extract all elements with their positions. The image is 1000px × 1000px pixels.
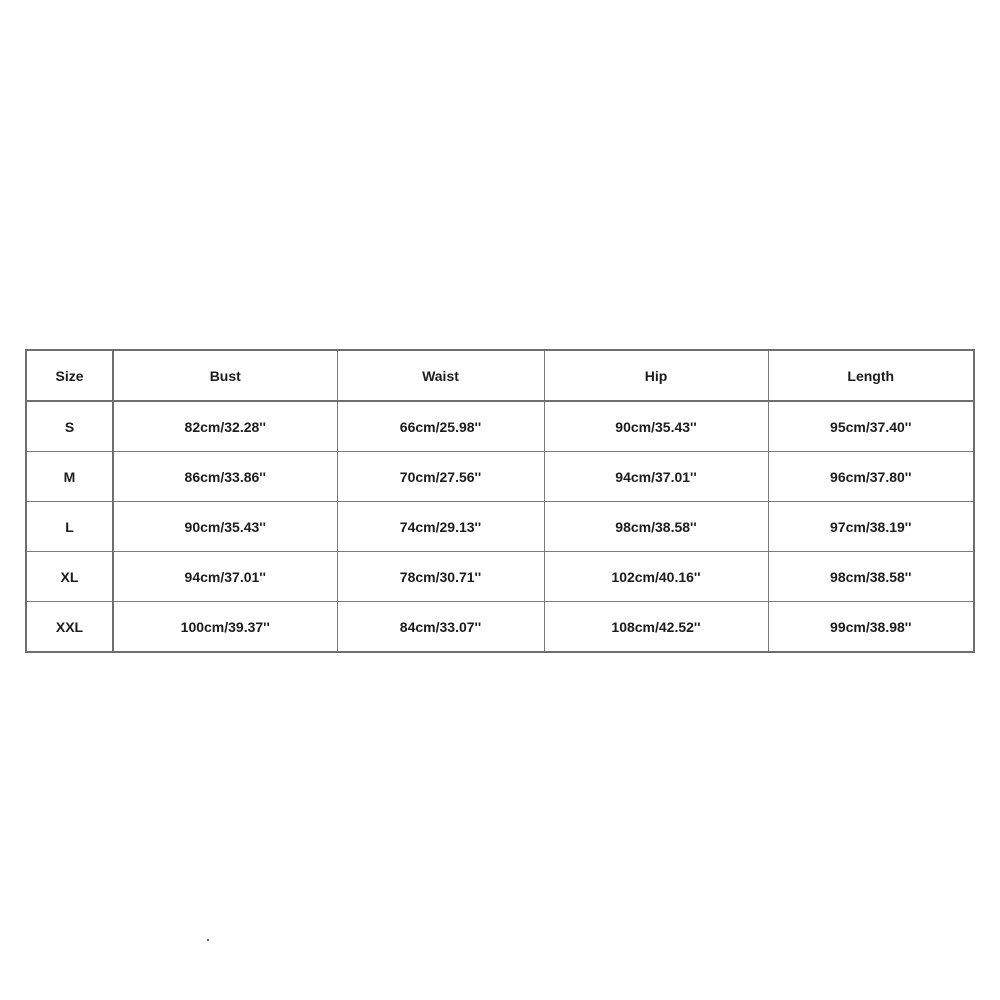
column-header-length: Length <box>768 350 974 401</box>
waist-cell: 70cm/27.56'' <box>337 452 544 502</box>
bust-cell: 90cm/35.43'' <box>113 502 337 552</box>
table-row <box>26 552 974 602</box>
table-row <box>26 452 974 502</box>
table-row <box>26 502 974 552</box>
size-cell: M <box>26 452 113 502</box>
column-header-waist: Waist <box>337 350 544 401</box>
bust-cell: 94cm/37.01'' <box>113 552 337 602</box>
column-header-size: Size <box>26 350 113 401</box>
table-row <box>26 401 974 452</box>
waist-cell: 74cm/29.13'' <box>337 502 544 552</box>
length-cell: 99cm/38.98'' <box>768 602 974 653</box>
waist-cell: 66cm/25.98'' <box>337 401 544 452</box>
size-chart-table <box>25 349 975 653</box>
bust-cell: 100cm/39.37'' <box>113 602 337 653</box>
hip-cell: 98cm/38.58'' <box>544 502 768 552</box>
size-cell: L <box>26 502 113 552</box>
length-cell: 96cm/37.80'' <box>768 452 974 502</box>
hip-cell: 94cm/37.01'' <box>544 452 768 502</box>
column-header-hip: Hip <box>544 350 768 401</box>
bust-cell: 82cm/32.28'' <box>113 401 337 452</box>
hip-cell: 102cm/40.16'' <box>544 552 768 602</box>
length-cell: 98cm/38.58'' <box>768 552 974 602</box>
waist-cell: 78cm/30.71'' <box>337 552 544 602</box>
size-cell: XXL <box>26 602 113 653</box>
size-cell: S <box>26 401 113 452</box>
hip-cell: 90cm/35.43'' <box>544 401 768 452</box>
hip-cell: 108cm/42.52'' <box>544 602 768 653</box>
length-cell: 97cm/38.19'' <box>768 502 974 552</box>
bust-cell: 86cm/33.86'' <box>113 452 337 502</box>
table-header-row <box>26 350 974 401</box>
stray-dot <box>207 939 209 941</box>
waist-cell: 84cm/33.07'' <box>337 602 544 653</box>
column-header-bust: Bust <box>113 350 337 401</box>
size-cell: XL <box>26 552 113 602</box>
table-row <box>26 602 974 653</box>
length-cell: 95cm/37.40'' <box>768 401 974 452</box>
